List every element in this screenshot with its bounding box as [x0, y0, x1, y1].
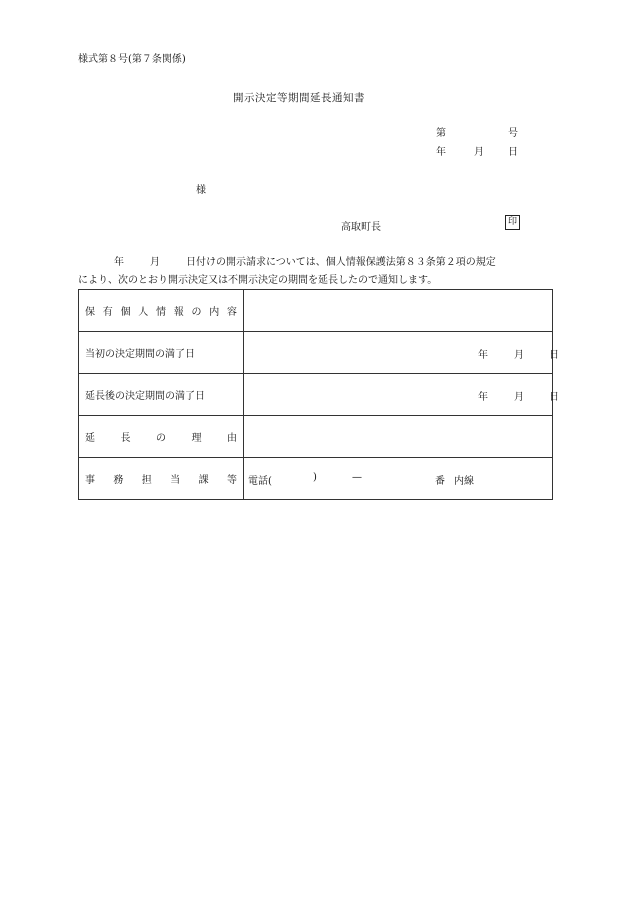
document-number: [436, 124, 520, 138]
date-year: 年: [436, 147, 446, 158]
row-value-initial-deadline[interactable]: [244, 332, 559, 374]
notice-body-line-2: により、次のとおり開示決定又は不開示決定の期間を延長したので通知します。: [78, 275, 438, 286]
body-month: 月: [150, 257, 160, 268]
table-row: [79, 290, 553, 332]
row-label-reason: [79, 416, 244, 458]
date-day: 日: [508, 147, 518, 158]
form-number: 様式第８号(第７条関係): [78, 54, 186, 65]
table-row: [79, 416, 553, 458]
row-label-content: [79, 290, 244, 332]
notice-body: [78, 254, 554, 290]
row-label-extended-deadline: 延長後の決定期間の満了日: [79, 374, 244, 416]
extended-year: 年: [478, 391, 488, 403]
addressee-suffix: 様: [196, 185, 206, 196]
phone-extension: 内線: [454, 475, 474, 487]
table-row: [79, 332, 553, 374]
row-label-initial-deadline: 当初の決定期間の満了日: [79, 332, 244, 374]
phone-close-paren: ): [313, 471, 317, 483]
phone-dash: —: [352, 471, 362, 483]
row-value-office[interactable]: [244, 458, 553, 500]
sender-name: 高取町長: [341, 222, 381, 233]
date-month: 月: [474, 147, 484, 158]
extended-day: 日: [549, 391, 559, 403]
table-row: [79, 458, 553, 500]
table-row: [79, 374, 553, 416]
document-title: 開示決定等期間延長通知書: [233, 92, 365, 104]
row-label-office: [79, 458, 244, 500]
phone-ban: 番: [435, 475, 445, 487]
doc-number-dai: 第: [436, 128, 446, 139]
body-line1-rest: 日付けの開示請求については、個人情報保護法第８３条第２項の規定: [186, 257, 496, 268]
doc-number-go: 号: [508, 128, 518, 139]
initial-month: 月: [514, 349, 524, 361]
notice-body-line-1: [78, 254, 554, 272]
initial-day: 日: [549, 349, 559, 361]
seal-mark: 印: [505, 215, 520, 230]
extended-month: 月: [514, 391, 524, 403]
notice-table: [78, 289, 559, 500]
phone-label: 電話(: [248, 475, 272, 487]
label-text: 保 有 個 人 情 報 の 内 容: [85, 307, 237, 318]
document-date: [436, 143, 520, 157]
initial-year: 年: [478, 349, 488, 361]
row-value-reason[interactable]: [244, 416, 553, 458]
row-value-content[interactable]: [244, 290, 553, 332]
body-year: 年: [114, 257, 124, 268]
label-text: 延 長 の 理 由: [85, 433, 237, 444]
label-text: 事 務 担 当 課 等: [85, 475, 237, 486]
row-value-extended-deadline[interactable]: [244, 374, 559, 416]
